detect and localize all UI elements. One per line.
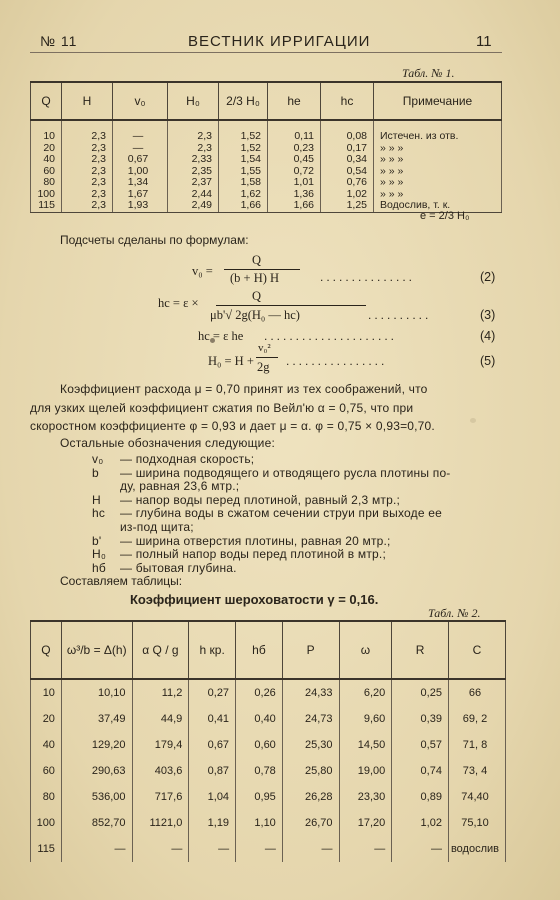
formula-4-leader: .....................: [264, 329, 398, 343]
table2-cell: 0,89: [392, 784, 449, 810]
formulas-intro: Подсчеты сделаны по формулам:: [60, 233, 249, 247]
table2-cell: 1,02: [392, 810, 449, 836]
formula-2-leader: ...............: [320, 270, 416, 284]
definition-text: — подходная скорость;: [120, 452, 255, 466]
paragraph-line: скоростном коэффициенте φ = 0,93 и дает μ = α. φ = 0,75 × 0,93=0,70.: [30, 419, 435, 433]
table2-row: [31, 679, 506, 706]
definition-symbol: v₀: [92, 452, 104, 466]
table1-cell: 1,02: [321, 189, 374, 201]
table2-cell: 26,70: [282, 810, 339, 836]
journal-title: ВЕСТНИК ИРРИГАЦИИ: [188, 33, 371, 50]
table2-cell: 25,30: [282, 732, 339, 758]
formula-5-number: (5): [480, 354, 496, 368]
table1-cell: 100: [31, 189, 62, 201]
definition-text: — глубина воды в сжатом сечении струи при выходе ее: [120, 506, 442, 521]
formula-2-lhs: v₀ =: [192, 264, 213, 278]
formula-3-denominator: μb'√ 2g(H₀ — hc): [210, 308, 300, 322]
definition-symbol: H: [92, 492, 101, 507]
definition-item: [92, 506, 442, 520]
table1-header: H: [62, 82, 113, 120]
table1-header: Примечание: [374, 82, 502, 120]
definition-symbol: b': [92, 533, 102, 548]
table2-cell: 1,04: [189, 784, 236, 810]
table1-cell: 2,37: [168, 177, 219, 189]
table1-cell: 0,17: [321, 143, 374, 155]
table1-cell: » » »: [374, 166, 502, 178]
table1-cell: 0,08: [321, 120, 374, 143]
formula-5-fraction-bar: [256, 357, 278, 358]
table2-cell: 24,73: [282, 706, 339, 732]
table2-cell: 0,41: [189, 706, 236, 732]
table1-row: [31, 177, 502, 189]
table2-cell: 115: [31, 836, 62, 862]
table2-cell: 25,80: [282, 758, 339, 784]
definition-symbol: H₀: [92, 547, 107, 562]
table1-cell: 2,35: [168, 166, 219, 178]
table1-cell: 60: [31, 166, 62, 178]
definition-item: [92, 493, 400, 507]
definition-symbol: hc: [92, 506, 106, 521]
table2-header: C: [448, 621, 505, 679]
table2-cell: 9,60: [339, 706, 392, 732]
table2-cell: 26,28: [282, 784, 339, 810]
definition-symbol: b: [92, 465, 99, 480]
definition-item: [92, 561, 237, 575]
table2-cell: 10,10: [61, 679, 132, 706]
table1-cell: 1,00: [113, 166, 168, 178]
table1-cell: 1,66: [219, 200, 268, 212]
table2-cell: 20: [31, 706, 62, 732]
table2-cell: 0,27: [189, 679, 236, 706]
table1-cell: » » »: [374, 189, 502, 201]
paragraph-line: Коэффициент расхода μ = 0,70 принят из тех соображений, что: [60, 382, 428, 396]
table2-header: R: [392, 621, 449, 679]
table2-cell: 100: [31, 810, 62, 836]
table2-cell: 69, 2: [448, 706, 505, 732]
table2-cell: 10: [31, 679, 62, 706]
table2-cell: 66: [448, 679, 505, 706]
formula-5-leader: ................: [286, 354, 388, 368]
issue-number: № 11: [40, 33, 78, 49]
table2-cell: 403,6: [132, 758, 189, 784]
table1-cell: 0,45: [268, 154, 321, 166]
table1-footnote: e = 2/3 H₀: [420, 210, 470, 222]
table2-cell: водослив: [448, 836, 505, 862]
table2-cell: 23,30: [339, 784, 392, 810]
table2-header: ω³/b = Δ(h): [61, 621, 132, 679]
definition-item: [92, 452, 254, 466]
table2-header: ω: [339, 621, 392, 679]
table2-cell: 74,40: [448, 784, 505, 810]
table2-header: Q: [31, 621, 62, 679]
table2-cell: 536,00: [61, 784, 132, 810]
table2-cell: —: [132, 836, 189, 862]
table1-cell: 2,3: [168, 143, 219, 155]
definition-item: [120, 479, 239, 493]
table2-cell: —: [392, 836, 449, 862]
table1-cell: 2,3: [62, 177, 113, 189]
table1-row: [31, 154, 502, 166]
table1-cell: 1,01: [268, 177, 321, 189]
table2-cell: 0,57: [392, 732, 449, 758]
table2-cell: 71, 8: [448, 732, 505, 758]
formula-2-fraction-bar: [224, 269, 300, 270]
table1-row: [31, 120, 502, 143]
table1-cell: 0,23: [268, 143, 321, 155]
table2-row: [31, 784, 506, 810]
table1-cell: Водослив, т. к.: [374, 200, 502, 212]
table1-cell: 1,25: [321, 200, 374, 212]
table1-cell: 0,54: [321, 166, 374, 178]
table1-cell: 2,3: [62, 143, 113, 155]
table2-cell: 60: [31, 758, 62, 784]
table1-cell: 1,52: [219, 143, 268, 155]
table1-cell: 2,33: [168, 154, 219, 166]
table2-row: [31, 706, 506, 732]
table2-cell: 0,60: [236, 732, 283, 758]
table2-cell: 1,19: [189, 810, 236, 836]
table1-cell: 115: [31, 200, 62, 212]
table2-cell: 1,10: [236, 810, 283, 836]
table2-cell: 0,67: [189, 732, 236, 758]
table1-cell: 2,3: [62, 120, 113, 143]
table2-cell: 73, 4: [448, 758, 505, 784]
table1-cell: 20: [31, 143, 62, 155]
table2-cell: 0,26: [236, 679, 283, 706]
table2-header: hб: [236, 621, 283, 679]
table1-cell: 1,62: [219, 189, 268, 201]
table1-cell: —: [113, 143, 168, 155]
table1-cell: Истечен. из отв.: [374, 120, 502, 143]
table2-cell: 0,25: [392, 679, 449, 706]
table1-cell: 1,58: [219, 177, 268, 189]
table1-cell: 1,66: [268, 200, 321, 212]
table2-cell: —: [282, 836, 339, 862]
table2-title: Коэффициент шероховатости γ = 0,16.: [130, 592, 379, 607]
table1-header: v₀: [113, 82, 168, 120]
table2-cell: 179,4: [132, 732, 189, 758]
formula-3-leader: ..........: [368, 308, 432, 322]
table1-cell: 1,54: [219, 154, 268, 166]
table2-cell: —: [339, 836, 392, 862]
table2: [30, 620, 506, 862]
formula-4: hc = ε he: [198, 329, 244, 343]
definition-item: [92, 547, 386, 561]
table1-cell: 1,67: [113, 189, 168, 201]
definition-text: из-под щита;: [120, 520, 194, 534]
formula-3-number: (3): [480, 308, 496, 322]
table1-header: hе: [268, 82, 321, 120]
table2-cell: —: [189, 836, 236, 862]
definition-item: [120, 520, 194, 534]
formula-3-numerator: Q: [252, 289, 262, 303]
table1-cell: 1,34: [113, 177, 168, 189]
table2-header: α Q / g: [132, 621, 189, 679]
table2-row: [31, 836, 506, 862]
formula-5-numerator: v₀²: [258, 342, 271, 354]
table1-cell: 0,11: [268, 120, 321, 143]
table1-header: Q: [31, 82, 62, 120]
table1-cell: 2,3: [62, 166, 113, 178]
table2-cell: 0,78: [236, 758, 283, 784]
table2-cell: 11,2: [132, 679, 189, 706]
compose-tables: Составляем таблицы:: [60, 574, 183, 588]
table2-cell: 40: [31, 732, 62, 758]
table1-cell: 1,93: [113, 200, 168, 212]
table1-cell: 2,3: [62, 200, 113, 212]
table2-cell: 17,20: [339, 810, 392, 836]
table2-label: Табл. № 2.: [428, 606, 481, 620]
definition-text: — бытовая глубина.: [120, 560, 237, 575]
table1: [30, 81, 502, 213]
table2-row: [31, 758, 506, 784]
header-rule: [30, 52, 502, 53]
table2-cell: 24,33: [282, 679, 339, 706]
definition-text: — полный напор воды перед плотиной в мтр.;: [120, 547, 386, 562]
formula-3-lhs: hc = ε ×: [158, 296, 199, 310]
table1-header: hс: [321, 82, 374, 120]
table1-cell: 0,72: [268, 166, 321, 178]
table1-cell: 2,49: [168, 200, 219, 212]
table2-cell: 0,74: [392, 758, 449, 784]
definition-item: [92, 534, 391, 548]
table1-cell: 2,3: [168, 120, 219, 143]
definition-text: — ширина подводящего и отводящего русла плотины по-: [120, 465, 451, 480]
table2-cell: 717,6: [132, 784, 189, 810]
table2-cell: 14,50: [339, 732, 392, 758]
table1-cell: 40: [31, 154, 62, 166]
formula-2-denominator: (b + H) H: [230, 271, 280, 285]
formula-2-numerator: Q: [252, 253, 262, 267]
definition-text: ду, равная 23,6 мтр.;: [120, 479, 240, 494]
table1-cell: 80: [31, 177, 62, 189]
formula-4-number: (4): [480, 329, 496, 343]
table2-header: h кр.: [189, 621, 236, 679]
table1-header: H₀: [168, 82, 219, 120]
table2-cell: 290,63: [61, 758, 132, 784]
formula-5-lhs: H₀ = H +: [208, 354, 254, 368]
definition-item: [92, 466, 451, 480]
table1-cell: 0,67: [113, 154, 168, 166]
table2-cell: 1121,0: [132, 810, 189, 836]
table2-cell: 0,87: [189, 758, 236, 784]
table2-cell: —: [61, 836, 132, 862]
formula-5-denominator: 2g: [257, 360, 270, 374]
table2-cell: 44,9: [132, 706, 189, 732]
table1-cell: 0,76: [321, 177, 374, 189]
page-number: 11: [476, 33, 492, 50]
definition-text: — ширина отверстия плотины, равная 20 мтр.;: [120, 533, 391, 548]
table1-cell: 1,36: [268, 189, 321, 201]
table1-cell: 1,52: [219, 120, 268, 143]
table2-cell: 852,70: [61, 810, 132, 836]
table2-cell: 75,10: [448, 810, 505, 836]
table2-cell: 37,49: [61, 706, 132, 732]
table1-cell: —: [113, 120, 168, 143]
table1-header: 2/3 H₀: [219, 82, 268, 120]
table2-header: P: [282, 621, 339, 679]
table1-cell: » » »: [374, 143, 502, 155]
table2-row: [31, 732, 506, 758]
table2-cell: —: [236, 836, 283, 862]
table1-cell: 2,44: [168, 189, 219, 201]
table2-cell: 0,39: [392, 706, 449, 732]
table1-cell: » » »: [374, 177, 502, 189]
table2-row: [31, 810, 506, 836]
table2-cell: 80: [31, 784, 62, 810]
paragraph-line: для узких щелей коэффициент сжатия по Вейл'ю α = 0,75, что при: [30, 401, 414, 415]
paragraph-line: Остальные обозначения следующие:: [60, 436, 275, 450]
table2-cell: 19,00: [339, 758, 392, 784]
table1-cell: » » »: [374, 154, 502, 166]
definition-symbol: hб: [92, 560, 106, 575]
definition-text: — напор воды перед плотиной, равный 2,3 мтр.;: [120, 492, 401, 507]
table2-cell: 0,40: [236, 706, 283, 732]
formula-2-number: (2): [480, 270, 496, 284]
table1-label: Табл. № 1.: [402, 66, 455, 80]
table2-cell: 6,20: [339, 679, 392, 706]
table2-cell: 129,20: [61, 732, 132, 758]
table1-cell: 1,55: [219, 166, 268, 178]
table1-cell: 0,34: [321, 154, 374, 166]
table2-cell: 0,95: [236, 784, 283, 810]
table1-cell: 2,3: [62, 154, 113, 166]
table1-cell: 2,3: [62, 189, 113, 201]
table1-cell: 10: [31, 120, 62, 143]
formula-3-fraction-bar: [216, 305, 366, 306]
